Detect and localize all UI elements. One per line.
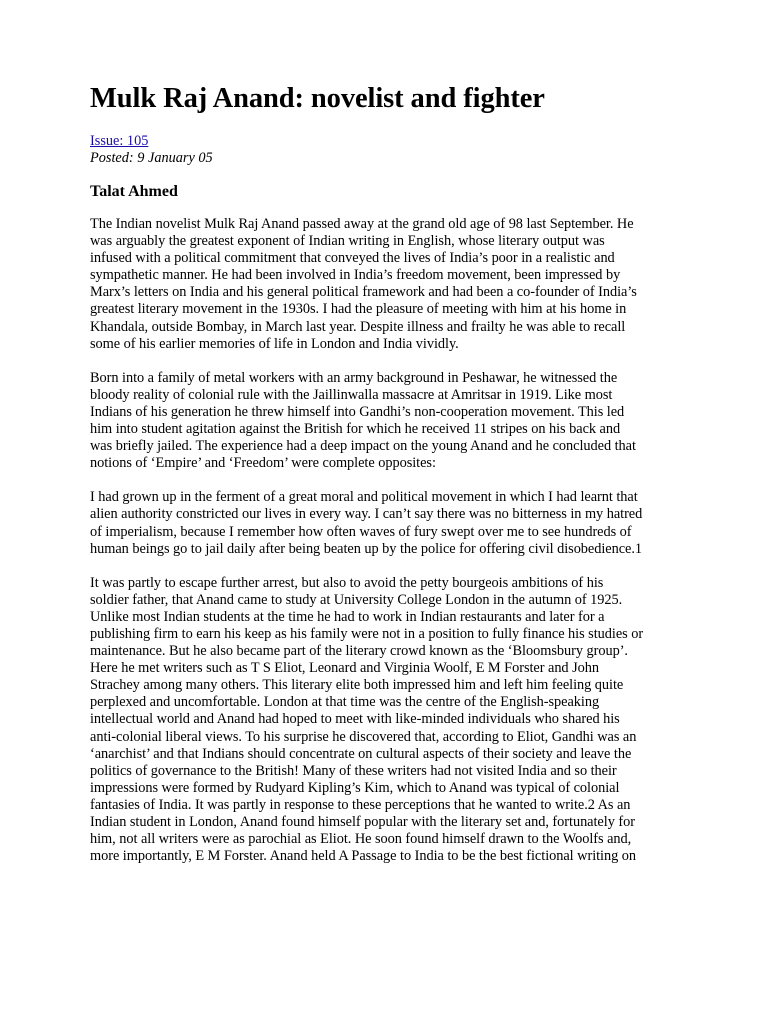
- text-line: The Indian novelist Mulk Raj Anand passed away at the grand old age of 98 last September. He: [90, 216, 634, 232]
- text-line: Marx’s letters on India and his general political framework and had been a co-founder of India’s: [90, 284, 637, 301]
- text-line: alien authority constricted our lives in every way. I can’t say there was no bitterness in my hatred: [90, 506, 643, 523]
- text-line: was briefly jailed. The experience had a deep impact on the young Anand and he concluded that: [90, 438, 636, 455]
- author-name: Talat Ahmed: [90, 183, 178, 200]
- paragraph-4: [90, 575, 688, 866]
- page-title: Mulk Raj Anand: novelist and fighter: [90, 83, 545, 114]
- text-line: soldier father, that Anand came to study at University College London in the autumn of 1925.: [90, 591, 623, 608]
- text-line: maintenance. But he also became part of the literary crowd known as the ‘Bloomsbury group’.: [90, 643, 628, 660]
- text-line: fantasies of India. It was partly in response to these perceptions that he wanted to write.2 As an: [90, 796, 631, 813]
- text-line: sympathetic manner. He had been involved in India’s freedom movement, been impressed by: [90, 267, 621, 284]
- text-line: politics of governance to the British! Many of these writers had not visited India and so their: [90, 762, 617, 779]
- text-line: more importantly, E M Forster. Anand held A Passage to India to be the best fictional writing on: [90, 848, 637, 865]
- text-line: infused with a political commitment that conveyed the lives of India’s poor in a realistic and: [90, 250, 615, 267]
- text-line: bloody reality of colonial rule with the Jaillinwalla massacre at Amritsar in 1919. Like most: [90, 386, 613, 403]
- text-line: publishing firm to earn his keep as his family were not in a position to fully finance his studies or: [90, 625, 644, 642]
- paragraph-2: [90, 370, 688, 473]
- text-line: I had grown up in the ferment of a great moral and political movement in which I had learnt that: [90, 489, 638, 506]
- paragraph-1: [90, 216, 688, 353]
- text-line: Strachey among many others. This literary elite both impressed him and left him feeling quite: [90, 677, 624, 694]
- text-line: greatest literary movement in the 1930s. I had the pleasure of meeting with him at his home in: [90, 301, 627, 318]
- text-line: was arguably the greatest exponent of Indian writing in English, whose literary output was: [90, 233, 605, 250]
- text-line: him into student agitation against the British for which he received 11 stripes on his back and: [90, 421, 621, 438]
- text-line: human beings go to jail daily after being beaten up by the police for offering civil disobedience.1: [90, 540, 643, 557]
- text-line: notions of ‘Empire’ and ‘Freedom’ were complete opposites:: [90, 455, 436, 472]
- text-line: Indians of his generation he threw himself into Gandhi’s non-cooperation movement. This led: [90, 403, 625, 420]
- text-line: of imperialism, because I remember how often waves of fury swept over me to see hundreds of: [90, 523, 632, 540]
- posted-date: Posted: 9 January 05: [90, 150, 213, 166]
- text-line: Khandala, outside Bombay, in March last year. Despite illness and frailty he was able to recall: [90, 318, 626, 335]
- text-line: Unlike most Indian students at the time he had to work in Indian restaurants and later for a: [90, 608, 605, 625]
- quote-paragraph: [90, 489, 688, 557]
- text-line: him, not all writers were as parochial as Eliot. He soon found himself drawn to the Woolfs and,: [90, 831, 632, 848]
- text-line: It was partly to escape further arrest, but also to avoid the petty bourgeois ambitions of his: [90, 574, 604, 591]
- issue-link[interactable]: Issue: 105: [90, 133, 149, 149]
- text-line: anti-colonial liberal views. To his surprise he discovered that, according to Eliot, Gandhi was an: [90, 728, 637, 745]
- text-line: Born into a family of metal workers with an army background in Peshawar, he witnessed the: [90, 369, 618, 386]
- text-line: some of his earlier memories of life in London and India vividly.: [90, 335, 459, 352]
- text-line: Indian student in London, Anand found himself popular with the literary set and, fortunately for: [90, 814, 635, 830]
- text-line: intellectual world and Anand had hoped to meet with like-minded individuals who shared his: [90, 711, 620, 728]
- text-line: ‘anarchist’ and that Indians should concentrate on cultural aspects of their society and leave the: [90, 745, 632, 762]
- text-line: impressions were formed by Rudyard Kipling’s Kim, which to Anand was typical of colonial: [90, 779, 620, 796]
- text-line: Here he met writers such as T S Eliot, Leonard and Virginia Woolf, E M Forster and John: [90, 660, 599, 677]
- text-line: perplexed and uncomfortable. London at that time was the centre of the English-speaking: [90, 694, 600, 711]
